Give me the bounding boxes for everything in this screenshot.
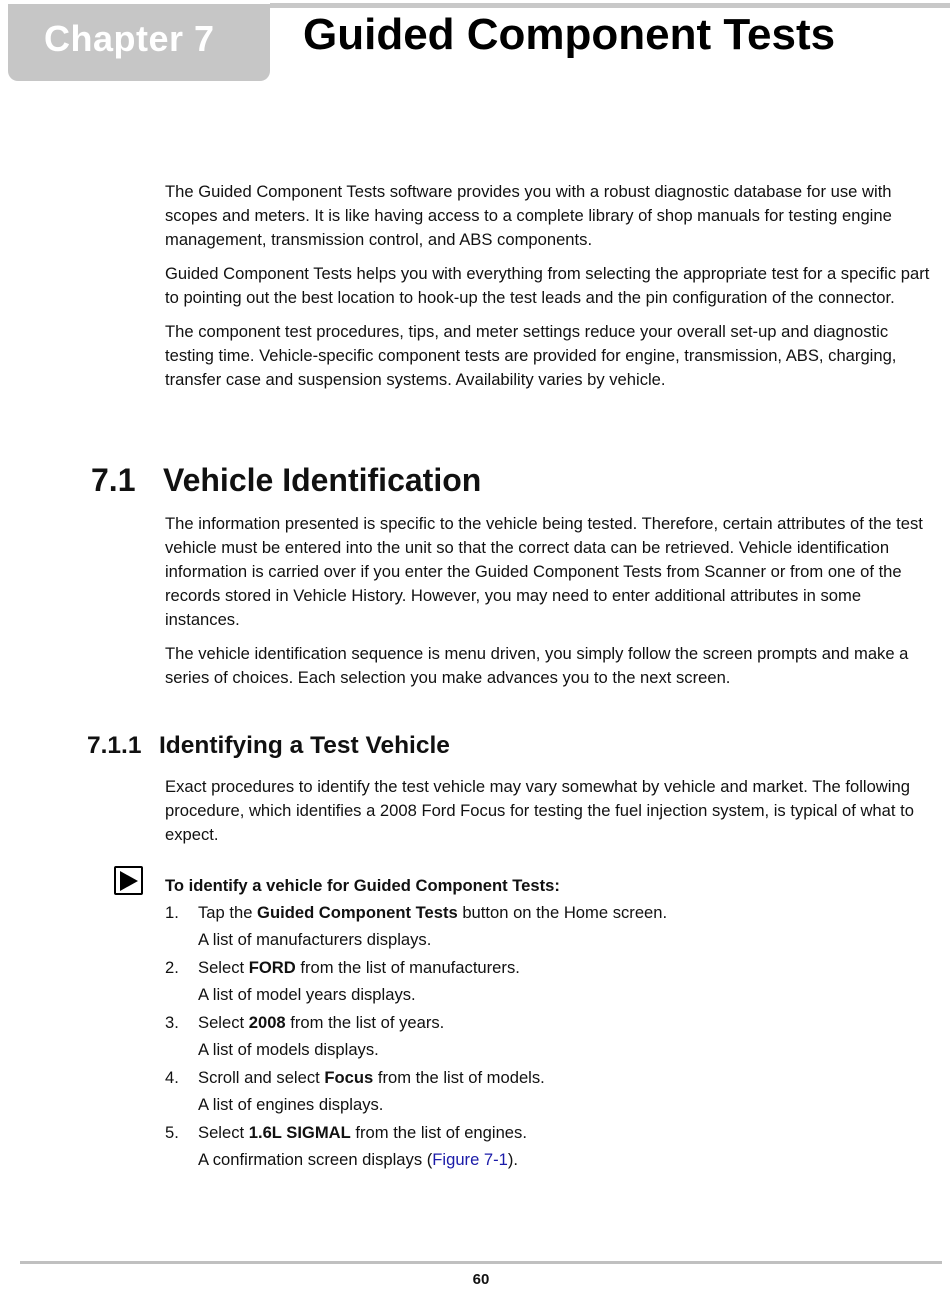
page-number: 60 bbox=[472, 1271, 490, 1288]
section-heading-7-1 bbox=[91, 462, 481, 499]
step-number: 4. bbox=[165, 1068, 179, 1087]
step-text-post: from the list of years. bbox=[285, 1013, 445, 1032]
procedure-step bbox=[165, 903, 667, 923]
procedure-step bbox=[165, 1068, 545, 1088]
procedure-step bbox=[165, 1123, 527, 1143]
step-text-pre: Select bbox=[198, 1123, 249, 1142]
procedure-title: To identify a vehicle for Guided Component Tests: bbox=[165, 876, 560, 895]
result-text-pre: A confirmation screen displays ( bbox=[198, 1150, 433, 1169]
figure-link[interactable]: Figure 7-1 bbox=[432, 1150, 508, 1169]
section-heading-7-1-1 bbox=[87, 732, 450, 760]
subsection-number: 7.1.1 bbox=[87, 732, 142, 759]
step-result: A list of models displays. bbox=[198, 1040, 379, 1059]
section-7-1-1-paragraph-1: Exact procedures to identify the test vehicle may vary somewhat by vehicle and market. The following procedure, which identifies a 2008 Ford Focus for testing the fuel injection system, is typical of what to expect. bbox=[165, 777, 914, 844]
intro-paragraph-1: The Guided Component Tests software provides you with a robust diagnostic database for use with scopes and meters. It is like having access to a complete library of shop manuals for testing engine management, transmission control, and ABS components. bbox=[165, 182, 892, 249]
step-result: A list of model years displays. bbox=[198, 985, 416, 1004]
step-text-pre: Select bbox=[198, 958, 249, 977]
intro-section bbox=[165, 180, 940, 392]
result-text-post: ). bbox=[507, 1150, 519, 1169]
step-text-post: button on the Home screen. bbox=[457, 903, 668, 922]
step-text-bold: FORD bbox=[248, 958, 296, 977]
section-7-1-1-body bbox=[165, 775, 940, 847]
step-text-bold: 2008 bbox=[248, 1013, 286, 1032]
chapter-label: Chapter 7 bbox=[44, 18, 215, 59]
step-number: 3. bbox=[165, 1013, 179, 1032]
step-text-bold: 1.6L SIGMAL bbox=[248, 1123, 351, 1142]
section-7-1-body bbox=[165, 512, 940, 690]
step-text-pre: Select bbox=[198, 1013, 249, 1032]
procedure-step bbox=[165, 958, 520, 978]
step-text-post: from the list of manufacturers. bbox=[295, 958, 520, 977]
section-title: Vehicle Identification bbox=[163, 462, 482, 498]
step-number: 1. bbox=[165, 903, 179, 922]
intro-paragraph-2: Guided Component Tests helps you with everything from selecting the appropriate test for a specific part to pointing out the best location to hook-up the test leads and the pin configuration of the connector. bbox=[165, 264, 930, 307]
section-7-1-paragraph-2: The vehicle identification sequence is menu driven, you simply follow the screen prompts and make a series of choices. Each selection you make advances you to the next screen. bbox=[165, 644, 909, 687]
step-text-pre: Scroll and select bbox=[198, 1068, 325, 1087]
step-text-pre: Tap the bbox=[198, 903, 258, 922]
intro-paragraph-3: The component test procedures, tips, and meter settings reduce your overall set-up and diagnostic testing time. Vehicle-specific component tests are provided for engine, transmission, ABS, charging, transfer case and suspension systems. Availability varies by vehicle. bbox=[165, 322, 897, 389]
section-7-1-paragraph-1: The information presented is specific to the vehicle being tested. Therefore, certain attributes of the test vehicle must be entered into the unit so that the correct data can be retrieved. Vehicle identification information is carried over if you enter the Guided Component Tests from Scanner or from one of the records stored in Vehicle History. However, you may need to enter additional attributes in some instances. bbox=[165, 514, 923, 629]
section-number: 7.1 bbox=[91, 462, 136, 498]
procedure-arrow-icon bbox=[114, 866, 143, 895]
subsection-title: Identifying a Test Vehicle bbox=[159, 732, 450, 759]
step-text-post: from the list of models. bbox=[373, 1068, 545, 1087]
step-number: 5. bbox=[165, 1123, 179, 1142]
step-text-post: from the list of engines. bbox=[350, 1123, 527, 1142]
procedure-step bbox=[165, 1013, 444, 1033]
step-number: 2. bbox=[165, 958, 179, 977]
step-text-bold: Guided Component Tests bbox=[257, 903, 458, 922]
chapter-tab bbox=[8, 4, 270, 81]
step-result: A list of manufacturers displays. bbox=[198, 930, 432, 949]
chapter-title: Guided Component Tests bbox=[303, 10, 836, 59]
step-result bbox=[198, 1150, 518, 1170]
step-result: A list of engines displays. bbox=[198, 1095, 384, 1114]
header-rule bbox=[270, 3, 950, 8]
footer-rule bbox=[20, 1261, 942, 1264]
step-text-bold: Focus bbox=[324, 1068, 374, 1087]
